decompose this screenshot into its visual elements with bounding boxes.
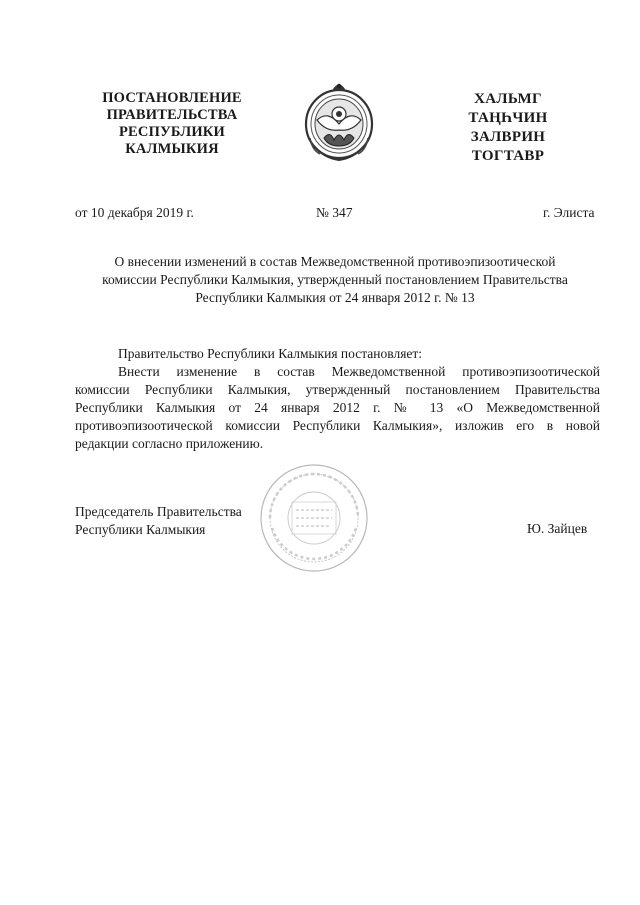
- title-line: О внесении изменений в состав Межведомственной противоэпизоотической: [114, 254, 556, 269]
- body-line: редакции согласно приложению.: [75, 436, 264, 451]
- body-line: Внести изменение в состав Межведомственной противоэпизоотической: [118, 364, 600, 379]
- signatory-position-line: Республики Калмыкия: [75, 522, 206, 537]
- header-left-title: [88, 90, 256, 158]
- decree-line: Правительство Республики Калмыкия постановляет:: [118, 346, 423, 361]
- header-left-line: КАЛМЫКИЯ: [125, 141, 219, 157]
- official-seal-stamp-icon: [258, 462, 370, 574]
- signatory-position-line: Председатель Правительства: [75, 504, 242, 519]
- kalmykia-coat-of-arms-icon: [300, 80, 378, 164]
- body-line: комиссии Республики Калмыкия, утвержденный постановлением Правительства: [75, 382, 600, 397]
- document-body: [75, 345, 600, 453]
- signatory-name: Ю. Зайцев: [527, 521, 588, 536]
- header-left-line: РЕСПУБЛИКИ: [118, 124, 226, 140]
- document-title: [70, 253, 600, 307]
- header-right-line: ТАҢҺЧИН: [468, 110, 548, 126]
- title-line: комиссии Республики Калмыкия, утвержденный постановлением Правительства: [102, 272, 568, 287]
- title-line: Республики Калмыкия от 24 января 2012 г. № 13: [195, 290, 475, 305]
- document-date: от 10 декабря 2019 г.: [75, 205, 194, 220]
- document-number: № 347: [316, 205, 353, 220]
- body-line: Республики Калмыкия от 24 января 2012 г. № 13 «О Межведомственной: [75, 400, 600, 415]
- header-left-line: ПОСТАНОВЛЕНИЕ: [102, 90, 242, 106]
- header-right-title: [458, 90, 558, 166]
- body-line: противоэпизоотической комиссии Республики Калмыкия», изложив его в новой: [75, 418, 600, 433]
- header-right-line: ТОГТАВР: [471, 148, 545, 164]
- header-right-line: ХАЛЬМГ: [474, 91, 542, 107]
- document-place: г. Элиста: [543, 205, 595, 220]
- header-right-line: ЗАЛВРИН: [470, 129, 546, 145]
- header-left-line: ПРАВИТЕЛЬСТВА: [106, 107, 238, 123]
- signatory-position: [75, 503, 242, 539]
